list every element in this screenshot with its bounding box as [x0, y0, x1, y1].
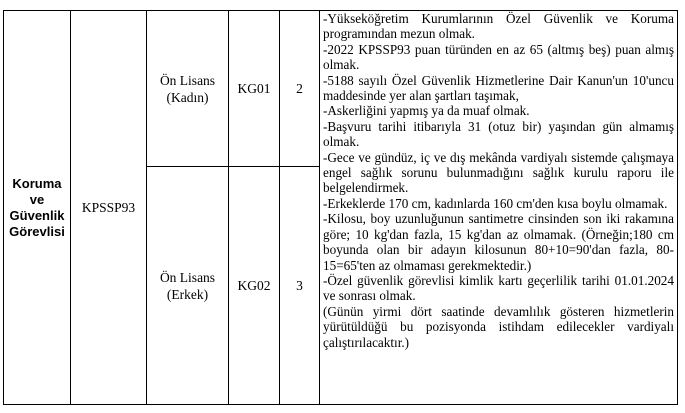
education-level-row-1: [147, 11, 228, 166]
requirement-item: -Başvuru tarihi itibarıyla 31 (otuz bir) yaşından gün almamış olmak.: [323, 118, 674, 150]
column-divider: [319, 10, 320, 405]
score-type: KPSSP93: [81, 200, 136, 215]
position-title-line: Görevlisi: [9, 223, 65, 239]
requirement-item: -2022 KPSSP93 puan türünden en az 65 (altmış beş) puan almış olmak.: [323, 41, 674, 73]
quota-row-1: 2: [296, 81, 303, 96]
education-label: Ön Lisans: [159, 72, 216, 88]
position-code-row-2: KG02: [237, 278, 271, 293]
position-code-row-1: KG01: [237, 81, 271, 96]
requirement-item: -Gece ve gündüz, iç ve dış mekânda vardiyalı sistemde çalışmaya engel sağlık sorunu bulunmadığını sağlık kurulu raporu ile belgelendirmek.: [323, 149, 674, 196]
requirement-item: -Kilosu, boy uzunluğunun santimetre cinsinden son iki rakamına göre; 10 kg'dan fazla, 15 kg'dan az olmamak. (Örneğin;180 cm boyunda olan bir adayın kilosunun 80+10=90'dan fazla, 80-15=65'ten az olmaması gerekmektedir.): [323, 211, 674, 273]
gender-label: (Kadın): [166, 89, 209, 105]
gender-label: (Erkek): [166, 286, 209, 302]
position-title-line: ve: [29, 191, 45, 207]
requirement-item: -Özel güvenlik görevlisi kimlik kartı geçerlilik tarihi 01.01.2024 ve sonrası olmak.: [323, 272, 674, 304]
requirement-item: -Erkeklerde 170 cm, kadınlarda 160 cm'den kısa boylu olmamak.: [323, 195, 668, 211]
requirement-item: -Yükseköğretim Kurumlarının Özel Güvenlik ve Koruma programından mezun olmak.: [323, 11, 674, 42]
position-title-line: Güvenlik: [9, 207, 65, 223]
requirement-item: -5188 sayılı Özel Güvenlik Hizmetlerine Dair Kanun'un 10'uncu maddesinde yer alan şartları taşımak,: [323, 72, 674, 104]
table-border-right: [677, 10, 678, 405]
position-title-line: Koruma: [12, 175, 62, 191]
table-border-bottom: [3, 404, 677, 405]
position-title: [4, 11, 70, 404]
requirements-list: [323, 11, 674, 350]
requirement-item: -Askerliğini yapmış ya da muaf olmak.: [323, 103, 530, 119]
education-level-row-2: [147, 167, 228, 404]
requirement-item: (Günün yirmi dört saatinde devamlılık gösteren hizmetlerin yürütüldüğü bu pozisyonda istihdam edilecekler vardiyalı çalıştırılacaktır.): [323, 303, 674, 350]
education-label: Ön Lisans: [159, 269, 216, 285]
quota-row-2: 3: [296, 278, 303, 293]
